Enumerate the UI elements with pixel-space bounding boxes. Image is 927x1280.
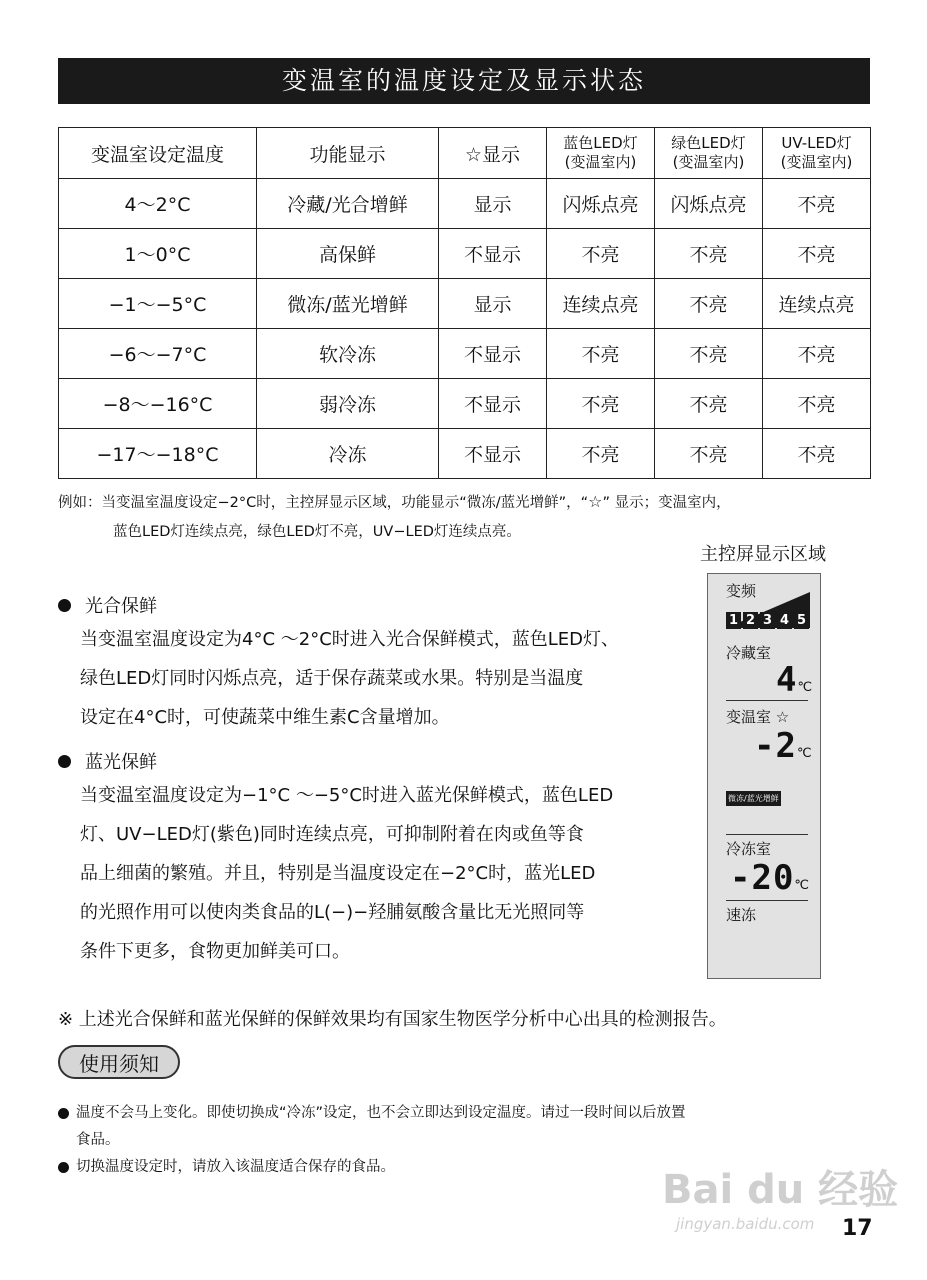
header-uv-led: UV-LED灯 (变温室内): [763, 128, 871, 179]
usage-notice-badge: 使用须知: [58, 1045, 180, 1079]
var-room-label: 变温室 ☆: [726, 708, 790, 726]
header-function: 功能显示: [257, 128, 439, 179]
page-number: 17: [842, 1216, 873, 1241]
watermark-url: jingyan.baidu.com: [676, 1215, 815, 1233]
function-badge: 微冻/蓝光增鲜: [726, 791, 781, 806]
bullet-icon: [58, 1162, 69, 1173]
table-row: −17～−18°C 冷冻 不显示 不亮 不亮 不亮: [59, 429, 871, 479]
list-item: 切换温度设定时，请放入该温度适合保存的食品。: [58, 1154, 828, 1181]
inverter-levels: 1 2 3 4 5: [726, 612, 811, 629]
header-set-temp: 变温室设定温度: [59, 128, 257, 179]
list-item: 温度不会马上变化。即使切换成“冷冻”设定，也不会立即达到设定温度。请过一段时间以后放置: [58, 1100, 828, 1127]
header-blue-led: 蓝色LED灯 (变温室内): [547, 128, 655, 179]
freezer-label: 冷冻室: [726, 840, 772, 858]
table-row: 1～0°C 高保鲜 不显示 不亮 不亮 不亮: [59, 229, 871, 279]
watermark-logo: Bai du 经验: [662, 1167, 899, 1213]
inverter-label: 变频: [726, 582, 757, 600]
table-row: 4～2°C 冷藏/光合增鲜 显示 闪烁点亮 闪烁点亮 不亮: [59, 179, 871, 229]
usage-notes: 温度不会马上变化。即使切换成“冷冻”设定，也不会立即达到设定温度。请过一段时间以后放置 食品。 切换温度设定时，请放入该温度适合保存的食品。: [58, 1100, 828, 1181]
section-bluelight: 蓝光保鲜 当变温室温度设定为−1°C ～−5°C时进入蓝光保鲜模式，蓝色LED 灯、UV−LED灯(紫色)同时连续点亮，可抑制附着在肉或鱼等食 品上细菌的繁殖。并且，特别是当温度设定在−2°C时，蓝光LED 的光照作用可以使肉类食品的L(−)−羟脯氨酸含量比无光照同等 条件下更多，食物更加鲜美可口。: [58, 746, 678, 971]
star-icon: ☆: [588, 492, 603, 511]
section-photosynthesis: 光合保鲜 当变温室温度设定为4°C ～2°C时进入光合保鲜模式，蓝色LED灯、 绿色LED灯同时闪烁点亮，适于保存蔬菜或水果。特别是当温度 设定在4°C时，可使蔬菜中维生素C含量增加。: [58, 590, 678, 737]
var-room-temp: -2℃: [754, 726, 813, 766]
header-green-led: 绿色LED灯 (变温室内): [655, 128, 763, 179]
bullet-icon: [58, 599, 71, 612]
example-line-2: 蓝色LED灯连续点亮，绿色LED灯不亮，UV−LED灯连续点亮。: [113, 524, 521, 540]
page-title: 变温室的温度设定及显示状态: [58, 58, 870, 104]
header-star: ☆显示: [439, 128, 547, 179]
control-display-panel: [707, 573, 821, 979]
table-row: −8～−16°C 弱冷冻 不显示 不亮 不亮 不亮: [59, 379, 871, 429]
section-heading: 光合保鲜: [85, 596, 157, 617]
temperature-table: [58, 127, 871, 479]
test-report-note: ※ 上述光合保鲜和蓝光保鲜的保鲜效果均有国家生物医学分析中心出具的检测报告。: [58, 1009, 727, 1030]
bullet-icon: [58, 755, 71, 768]
example-line-1: 例如：当变温室温度设定−2°C时，主控屏显示区域，功能显示“微冻/蓝光增鲜”，“☆” 显示；变温室内，: [58, 492, 731, 511]
freezer-temp: -20℃: [730, 858, 811, 898]
section-heading: 蓝光保鲜: [85, 752, 157, 773]
fridge-temp: 4℃: [776, 660, 814, 700]
table-header-row: [59, 128, 871, 179]
quick-freeze-label: 速冻: [726, 906, 757, 924]
fridge-label: 冷藏室: [726, 644, 772, 662]
panel-title: 主控屏显示区域: [700, 544, 826, 565]
bullet-icon: [58, 1108, 69, 1119]
table-row: −6～−7°C 软冷冻 不显示 不亮 不亮 不亮: [59, 329, 871, 379]
table-row: −1～−5°C 微冻/蓝光增鲜 显示 连续点亮 不亮 连续点亮: [59, 279, 871, 329]
example-note: [58, 487, 888, 547]
